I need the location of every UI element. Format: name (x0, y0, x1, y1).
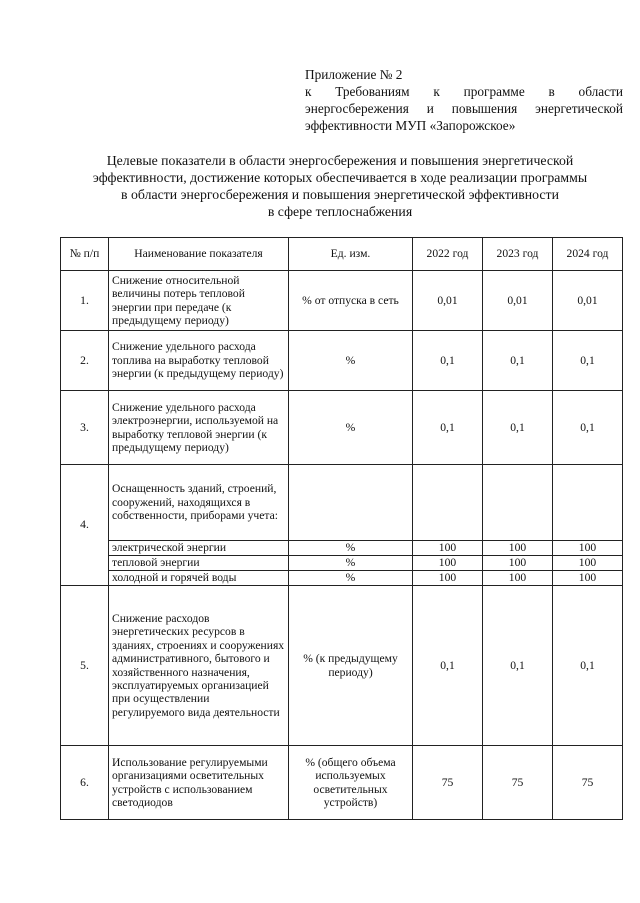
row-name: Снижение удельного расхода топлива на выработку тепловой энергии (к предыдущему периоду) (109, 331, 289, 391)
row-num: 5. (61, 586, 109, 746)
row-value-2023: 0,1 (483, 331, 553, 391)
subrow-value-2023: 100 (483, 571, 553, 586)
row-num: 4. (61, 465, 109, 586)
table-row (61, 465, 623, 541)
row-value-2024: 75 (553, 746, 623, 820)
row-value-2022: 75 (413, 746, 483, 820)
row-value-2023: 0,01 (483, 271, 553, 331)
subrow-unit: % (289, 571, 413, 586)
heading-line-2: эффективности, достижение которых обеспечивается в ходе реализации программы (92, 170, 588, 185)
subrow-name: электрической энергии (109, 541, 289, 556)
row-unit: % (общего объема используемых осветительных устройств) (289, 746, 413, 820)
heading-line-3: в области энергосбережения и повышения энергетической эффективности (121, 187, 559, 202)
subrow-name: холодной и горячей воды (109, 571, 289, 586)
row-value-2022: 0,1 (413, 331, 483, 391)
table-row (61, 586, 623, 746)
row-num: 2. (61, 331, 109, 391)
row-value-2023: 75 (483, 746, 553, 820)
table-header-row (61, 238, 623, 271)
subrow-unit: % (289, 541, 413, 556)
row-value-2023: 0,1 (483, 586, 553, 746)
heading-line-4: в сфере теплоснабжения (267, 204, 413, 219)
header-num: № п/п (61, 238, 109, 271)
row-value-2024: 0,01 (553, 271, 623, 331)
row-name: Снижение удельного расхода электроэнергии, используемой на выработку тепловой энергии (к предыдущему периоду) (109, 391, 289, 465)
row-name: Оснащенность зданий, строений, сооружений, находящихся в собственности, приборами учета: (109, 465, 289, 541)
row-num: 6. (61, 746, 109, 820)
subrow-value-2024: 100 (553, 556, 623, 571)
document-heading (60, 152, 620, 220)
row-unit: % (289, 391, 413, 465)
header-2022: 2022 год (413, 238, 483, 271)
row-unit: % (к предыдущему периоду) (289, 586, 413, 746)
header-2024: 2024 год (553, 238, 623, 271)
indicators-table (60, 237, 623, 820)
table-subrow (61, 556, 623, 571)
row-name: Снижение расходов энергетических ресурсов в зданиях, строениях и сооружениях административного, бытового и хозяйственного назначения, эксплуатируемых организацией при осуществлении регулируемого вида деятельности (109, 586, 289, 746)
header-2023: 2023 год (483, 238, 553, 271)
subrow-name: тепловой энергии (109, 556, 289, 571)
subrow-value-2023: 100 (483, 556, 553, 571)
row-value-2022: 0,1 (413, 586, 483, 746)
subrow-unit: % (289, 556, 413, 571)
table-row (61, 746, 623, 820)
row-num: 1. (61, 271, 109, 331)
row-value-2024: 0,1 (553, 586, 623, 746)
subrow-value-2022: 100 (413, 571, 483, 586)
subrow-value-2022: 100 (413, 556, 483, 571)
header-name: Наименование показателя (109, 238, 289, 271)
subrow-value-2023: 100 (483, 541, 553, 556)
row-name: Использование регулируемыми организациями осветительных устройств с использованием светодиодов (109, 746, 289, 820)
subrow-value-2024: 100 (553, 571, 623, 586)
header-unit: Ед. изм. (289, 238, 413, 271)
appendix-text: к Требованиям к программе в области энергосбережения и повышения энергетической эффективности МУП «Запорожское» (305, 84, 623, 133)
subrow-value-2024: 100 (553, 541, 623, 556)
table-row (61, 271, 623, 331)
row-value-2022: 0,1 (413, 391, 483, 465)
row-num: 3. (61, 391, 109, 465)
appendix-block (305, 66, 623, 134)
table-subrow (61, 571, 623, 586)
row-value-2024: 0,1 (553, 331, 623, 391)
row-unit: % от отпуска в сеть (289, 271, 413, 331)
appendix-title: Приложение № 2 (305, 67, 403, 82)
table-subrow (61, 541, 623, 556)
table-row (61, 331, 623, 391)
row-value-2024: 0,1 (553, 391, 623, 465)
row-name: Снижение относительной величины потерь тепловой энергии при передаче (к предыдущему периоду) (109, 271, 289, 331)
table-row (61, 391, 623, 465)
heading-line-1: Целевые показатели в области энергосбережения и повышения энергетической (106, 153, 574, 168)
row-value-2022: 0,01 (413, 271, 483, 331)
row-unit: % (289, 331, 413, 391)
subrow-value-2022: 100 (413, 541, 483, 556)
row-value-2023: 0,1 (483, 391, 553, 465)
